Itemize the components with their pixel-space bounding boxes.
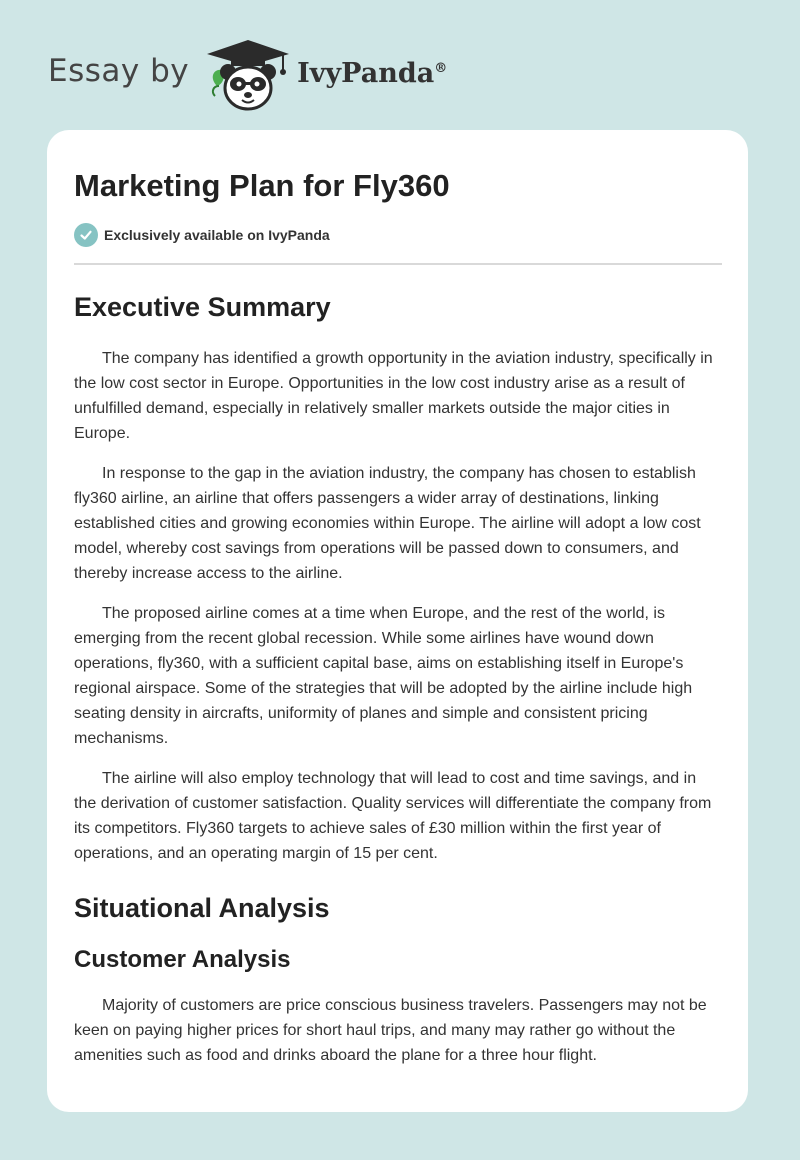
- brand-essay-by: Essay by: [48, 53, 190, 89]
- paragraph: Majority of customers are price conscious business travelers. Passengers may not be keen on paying higher prices for short haul trips, and many may rather go without the amenities such as food and drinks aboard the plane for a three hour flight.: [74, 997, 707, 1064]
- section-heading-situational-analysis: Situational Analysis: [74, 893, 330, 923]
- brand-header: [48, 34, 447, 114]
- paragraph: The airline will also employ technology that will lead to cost and time savings, and in the derivation of customer satisfaction. Quality services will differentiate the company from its competitors. Fly360 targets to achieve sales of £30 million within the first year of operations, and an operating margin of 15 per cent.: [74, 770, 712, 862]
- paragraph: The proposed airline comes at a time when Europe, and the rest of the world, is emerging from the recent global recession. While some airlines have wound down operations, fly360, with a sufficient capital base, aims on establishing itself in Europe's regional airspace. Some of the strategies that will be adopted by the airline include high seating density in aircrafts, uniformity of planes and simple and consistent pricing mechanisms.: [74, 605, 693, 747]
- exclusive-badge-label: Exclusively available on IvyPanda: [104, 227, 330, 243]
- brand-name[interactable]: [297, 58, 447, 89]
- brand-name-text: IvyPanda: [297, 57, 435, 89]
- page-title: Marketing Plan for Fly360: [74, 168, 450, 203]
- paragraph: The company has identified a growth opportunity in the aviation industry, specifically in the low cost sector in Europe. Opportunities in the low cost industry arise as a result of unfulfilled demand, especially in relatively smaller markets outside the major cities in Europe.: [74, 350, 713, 442]
- article-card: [47, 130, 748, 1112]
- paragraph: In response to the gap in the aviation industry, the company has chosen to establish fly360 airline, an airline that offers passengers a wider array of destinations, linking established cities and growing economies within Europe. The airline will adopt a low cost model, whereby cost savings from operations will be passed down to consumers, and thereby increase access to the airline.: [74, 465, 701, 582]
- panda-logo-icon[interactable]: [203, 34, 293, 114]
- brand-registered-mark: ®: [434, 60, 448, 76]
- section-heading-executive-summary: Executive Summary: [74, 292, 331, 322]
- title-divider: [74, 263, 722, 265]
- exclusive-badge: [74, 222, 722, 248]
- check-icon: [74, 223, 98, 247]
- subsection-heading-customer-analysis: Customer Analysis: [74, 946, 291, 973]
